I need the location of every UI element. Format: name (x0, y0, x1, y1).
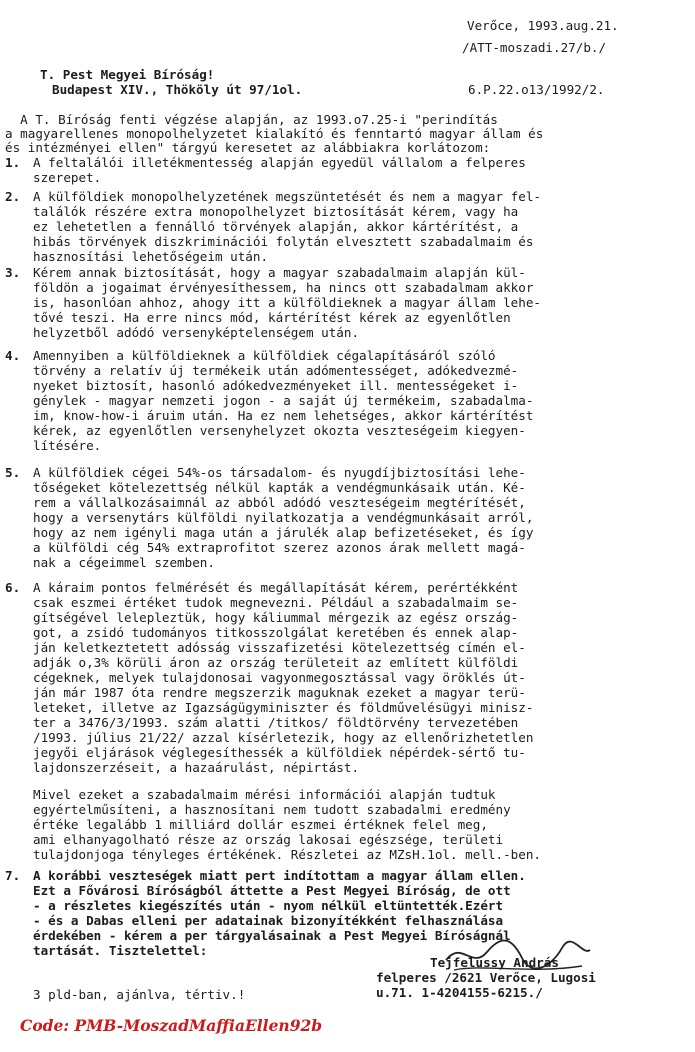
point-line: nak a cégeimmel szemben. (33, 555, 215, 570)
point-line: adják o,3% körüli áron az ország területeit az említett külföldi (33, 655, 519, 670)
point-line: egyértelműsíteni, a hasznosítani nem tudott szabadalmi eredmény (33, 802, 511, 817)
point-line: Amennyiben a külföldieknek a külföldiek cégalapításáról szóló (33, 348, 496, 363)
point-line: tartását. Tisztelettel: (33, 943, 208, 958)
point-line: lítésére. (33, 438, 102, 453)
point-line: hibás törvények diszkriminációi folytán elvesztett szabadalmaim és (33, 234, 534, 249)
copies-note: 3 pld-ban, ajánlva, tértiv.! (33, 987, 246, 1002)
point-number: 4. (5, 348, 21, 363)
point-line: génylek - magyar nemzeti jogon - a saját új termékeim, szabadalma- (33, 393, 534, 408)
intro-line: A T. Bíróság fenti végzése alapján, az 1993.o7.25-i "perindítás (5, 112, 498, 127)
point-line: Kérem annak biztosítását, hogy a magyar szabadalmaim alapján kül- (33, 265, 526, 280)
point-line: értéke legalább 1 milliárd dollár eszmei értéknek felel meg, (33, 817, 488, 832)
point-line: kérek, az egyenlőtlen versenyhelyzet okozta veszteségeim kiegyen- (33, 423, 526, 438)
point-line: ter a 3476/3/1993. szám alatti /titkos/ földtörvény tervezetében (33, 715, 519, 730)
point-line: Mivel ezeket a szabadalmaim mérési információi alapján tudtuk (33, 787, 496, 802)
point-line: találók részére extra monopolhelyzet biztosítását kérem, vagy ha (33, 204, 519, 219)
point-line: hogy a versenytárs külföldi nyilatkozatja a vendégmunkásait arról, (33, 510, 534, 525)
point-line: - a részletes kiegészítés után - nyom nélkül eltüntették.Ezért (33, 898, 504, 913)
point-line: ján keletkeztetett adósság visszafizetési kötelezettség címén el- (33, 640, 526, 655)
addressee-address: Budapest XIV., Thököly út 97/1ol. (52, 82, 303, 97)
point-line: helyzetből adódó versenyképtelenségem után. (33, 325, 360, 340)
point-number: 6. (5, 580, 21, 595)
point-line: A külföldiek monopolhelyzetének megszüntetését és nem a magyar fel- (33, 189, 541, 204)
point-line: ez lehetetlen a fennálló törvények alapján, akkor kártérítést, a (33, 219, 519, 234)
intro-line: és intézményei ellen" tárgyú keresetet az alábbiakra korlátozom: (5, 140, 491, 155)
case-number: 6.P.22.o13/1992/2. (468, 82, 605, 97)
point-line: tőségeket kötelezettség nélkül kapták a vendégmunkásaik után. Ké- (33, 480, 526, 495)
point-line: tővé teszi. Ha erre nincs mód, kártérítést kérek az egyenlőtlen (33, 310, 511, 325)
point-line: got, a zsidó tudományos titkosszolgálat keretében és ennek alap- (33, 625, 519, 640)
point-line: A káraim pontos felmérését és megállapítását kérem, perértékként (33, 580, 519, 595)
signature-address-line: felperes /2621 Verőce, Lugosi (376, 970, 596, 985)
point-line: gítségével lelepleztük, hogy káliummal mérgezik az egész ország- (33, 610, 519, 625)
point-line: csak eszmei értéket tudok megnevezni. Például a szabadalmaim se- (33, 595, 519, 610)
point-number: 7. (5, 868, 21, 883)
point-line: nyeket biztosít, hasonló adókedvezményeket ill. mentességeket i- (33, 378, 519, 393)
point-number: 1. (5, 155, 21, 170)
point-line: tulajdonjoga tényleges értékének. Részletei az MZsH.1ol. mell.-ben. (33, 847, 541, 862)
signature-address-line: u.71. 1-4204155-6215./ (376, 985, 543, 1000)
letter-date: Verőce, 1993.aug.21. (467, 18, 619, 33)
point-line: jegyői eljárások véglegesíthessék a külföldiek népérdek-sértő tu- (33, 745, 526, 760)
point-line: törvény a relatív új termékeik után adómentességet, adókedvezmé- (33, 363, 519, 378)
point-number: 2. (5, 189, 21, 204)
point-line: érdekében - kérem a per tárgyalásainak a Pest Megyei Bíróságnál (33, 928, 511, 943)
point-line: leteket, illetve az Igazságügyminiszter és földművelésügyi minisz- (33, 700, 534, 715)
addressee-court: T. Pest Megyei Bíróság! (40, 67, 215, 82)
point-line: hasznosítási lehetőségeim után. (33, 249, 269, 264)
point-line: A feltalálói illetékmentesség alapján egyedül vállalom a felperes (33, 155, 526, 170)
point-line: is, hasonlóan ahhoz, ahogy itt a külföldieknek a magyar állam lehe- (33, 295, 541, 310)
point-line: lajdonszerzéseit, a hazaárulást, népirtást. (33, 760, 360, 775)
point-line: rem a vállalkozásaimnál az abból adódó veszteségeim megtérítését, (33, 495, 526, 510)
point-line: im, know-how-i áruim után. Ha ez nem lehetséges, akkor kártérítést (33, 408, 534, 423)
intro-line: a magyarellenes monopolhelyzetet kialakító és fenntartó magyar állam és (5, 126, 544, 141)
letter-reference: /ATT-moszadi.27/b./ (462, 40, 607, 55)
point-line: A korábbi veszteségek miatt pert indítottam a magyar állam ellen. (33, 868, 526, 883)
point-line: ján már 1987 óta rendre megszerzik maguknak ezeket a magyar terü- (33, 685, 526, 700)
point-line: ami elhanyagolható része az ország lakosai egészsége, területi (33, 832, 504, 847)
point-line: cégeknek, melyek tulajdonosai vagyonmegosztással vagy öröklés út- (33, 670, 526, 685)
point-line: /1993. július 21/22/ azzal kísérletezik, hogy az ellenőrizhetetlen (33, 730, 534, 745)
signature-name: Tejfelussy András (430, 955, 559, 970)
point-number: 3. (5, 265, 21, 280)
point-line: A külföldiek cégei 54%-os társadalom- és nyugdíjbiztosítási lehe- (33, 465, 526, 480)
point-line: hogy az nem igényli maga után a járulék alap befizetéseket, és így (33, 525, 534, 540)
point-line: a külföldi cég 54% extraprofitot szerez azonos árak mellett magá- (33, 540, 526, 555)
point-line: szerepet. (33, 170, 102, 185)
point-line: földön a jogaimat érvényesíthessem, ha nincs ott szabadalmam akkor (33, 280, 534, 295)
point-line: - és a Dabas elleni per adatainak bizonyítékként felhasználása (33, 913, 504, 928)
point-line: Ezt a Fővárosi Bíróságból áttette a Pest Megyei Bíróság, de ott (33, 883, 511, 898)
code-label: Code: PMB-MoszadMaffiaEllen92b (20, 1016, 323, 1035)
point-number: 5. (5, 465, 21, 480)
